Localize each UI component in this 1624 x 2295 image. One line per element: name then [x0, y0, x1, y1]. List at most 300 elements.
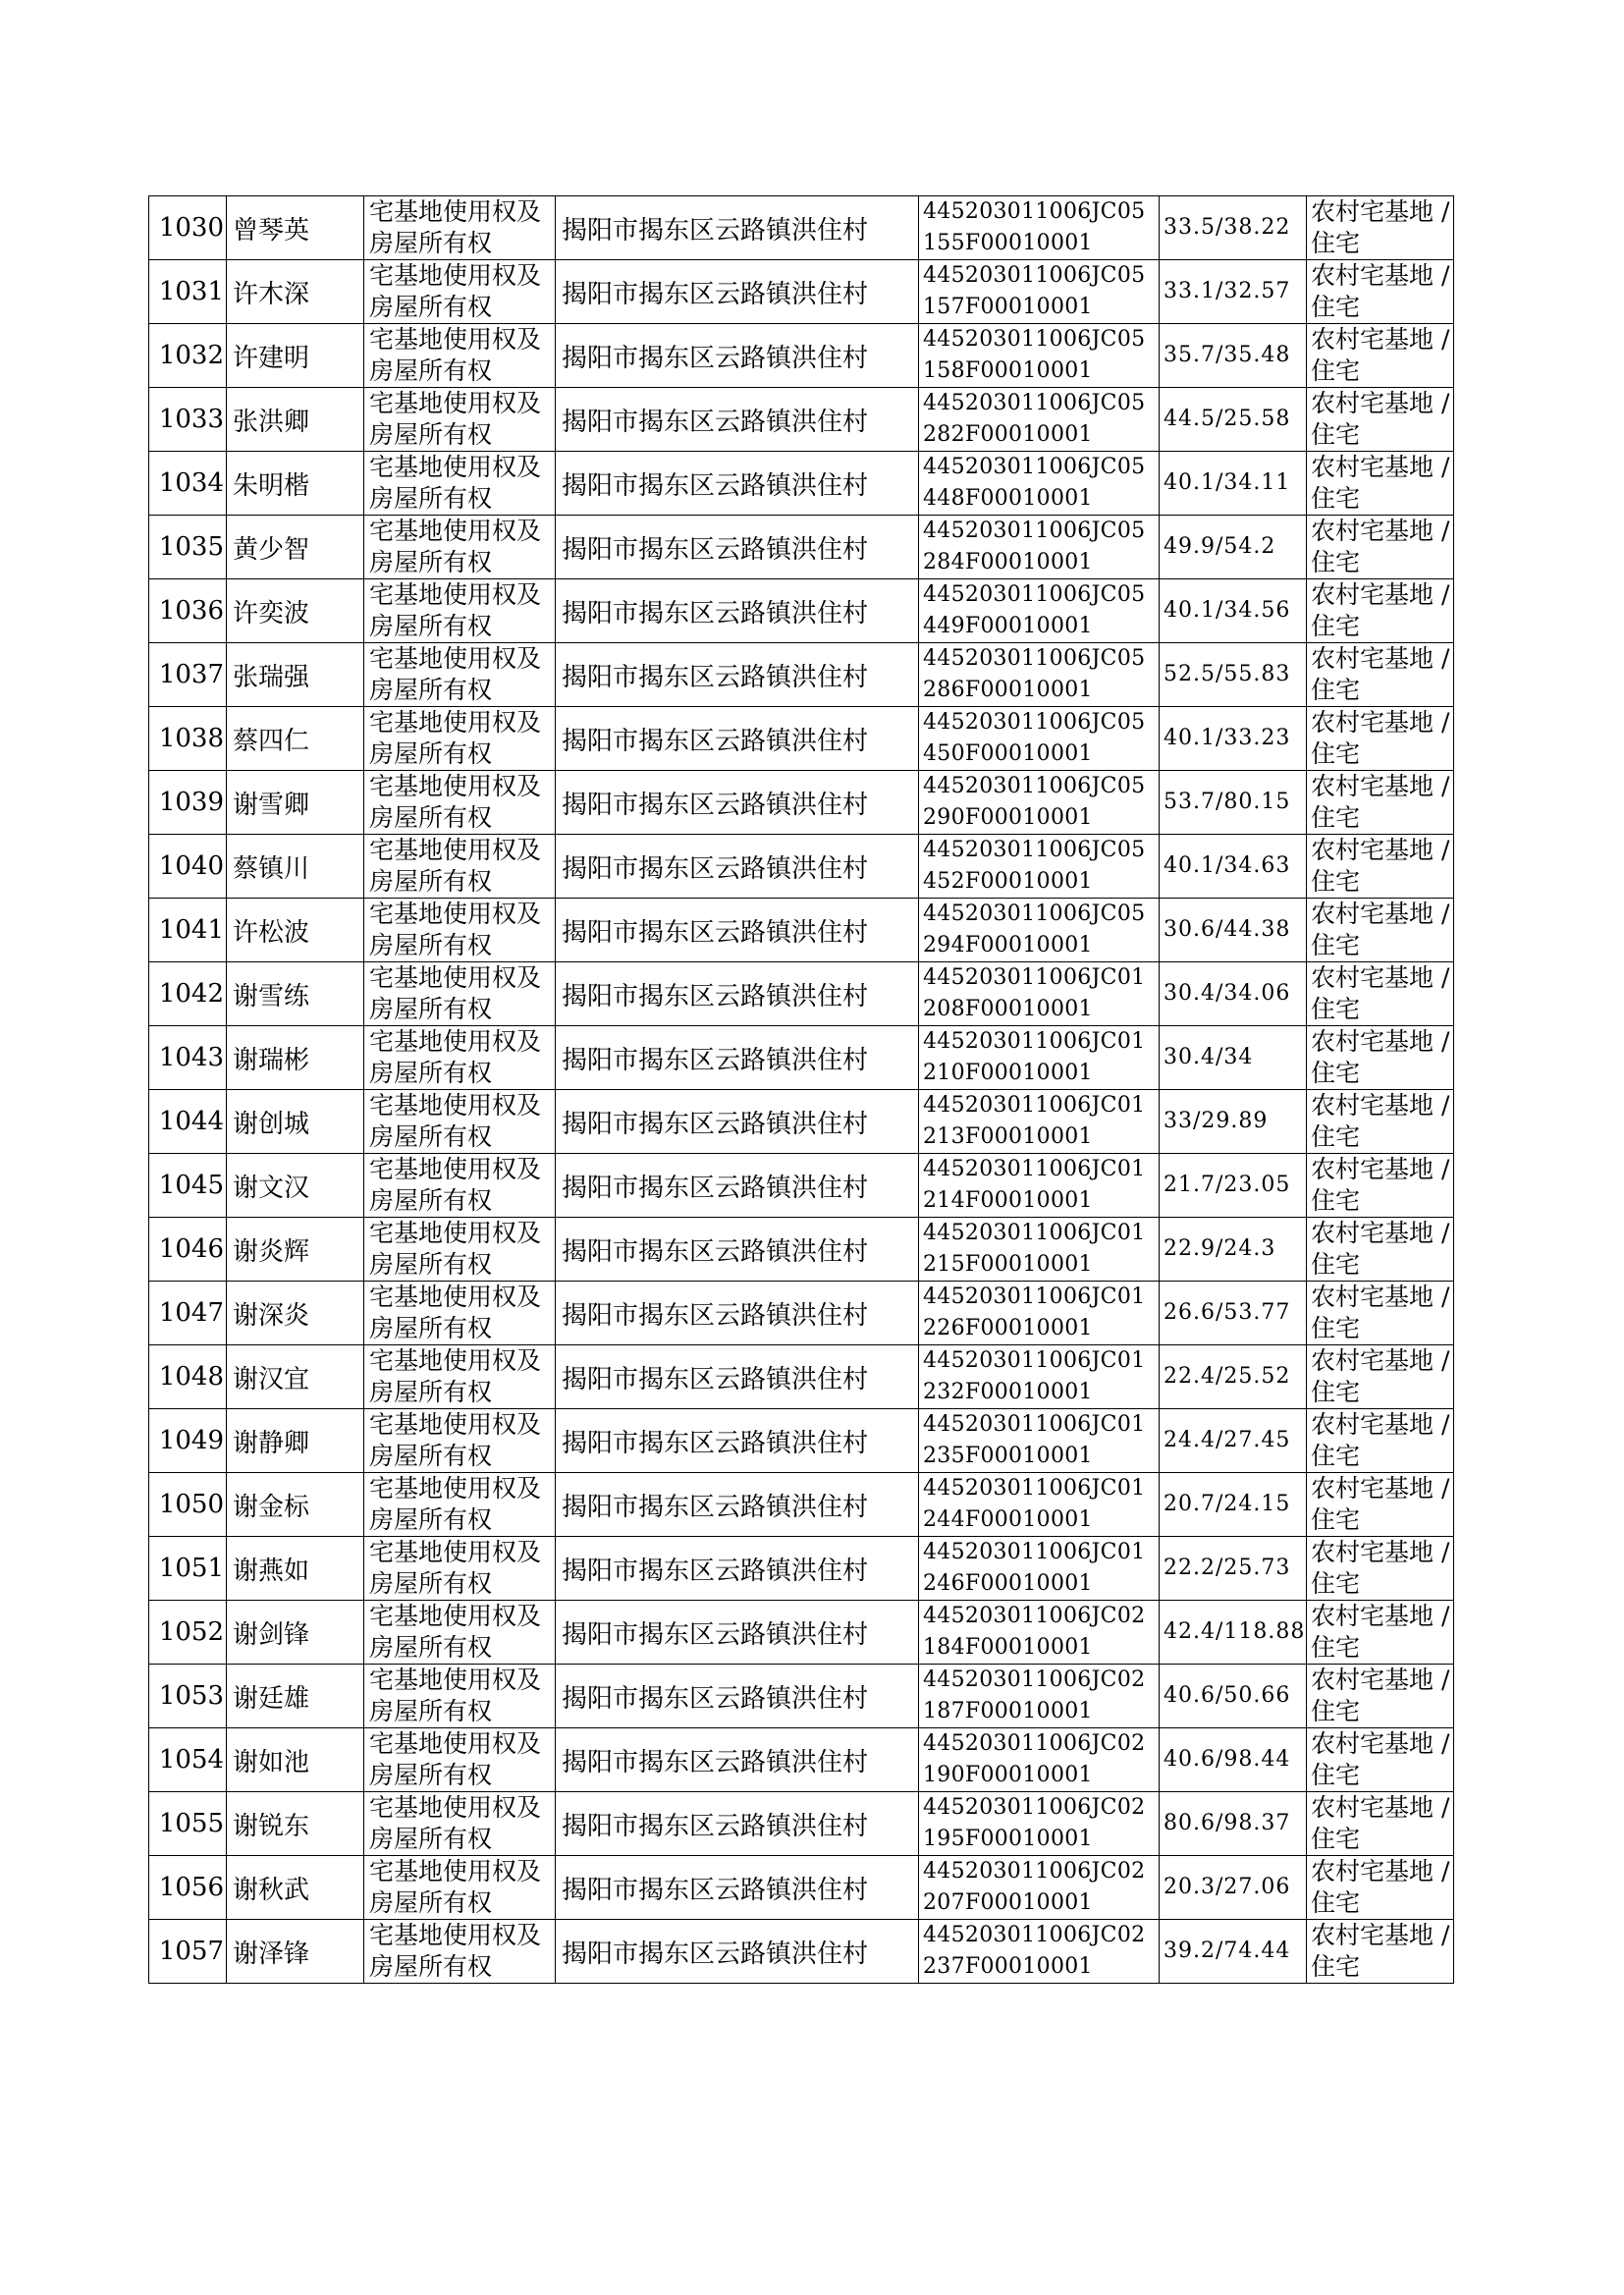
- right-type-cell: [364, 260, 556, 324]
- area-value-cell: [1160, 1282, 1307, 1345]
- owner-name-cell: [227, 1920, 364, 1984]
- table-row: [149, 452, 1454, 516]
- table-row: [149, 1856, 1454, 1920]
- land-usage: 农村宅基地 / 住宅: [1311, 1602, 1450, 1662]
- property-location-cell: [556, 1154, 919, 1218]
- land-usage-cell: [1307, 962, 1454, 1026]
- owner-name-cell: [227, 388, 364, 452]
- land-usage: 农村宅基地 / 住宅: [1311, 1474, 1450, 1534]
- land-usage: 农村宅基地 / 住宅: [1311, 1283, 1450, 1342]
- area-value-cell: [1160, 1409, 1307, 1473]
- owner-name: 谢如池: [233, 1747, 310, 1777]
- unit-code-cell: [919, 707, 1160, 771]
- owner-name-cell: [227, 1792, 364, 1856]
- right-type-cell: [364, 452, 556, 516]
- land-usage: 农村宅基地 / 住宅: [1311, 453, 1450, 513]
- unit-code: 445203011006JC01246F00010001: [923, 1540, 1146, 1596]
- property-location: 揭阳市揭东区云路镇洪住村: [562, 1492, 869, 1522]
- record-number: 1040: [158, 851, 224, 881]
- area-value-cell: [1160, 1856, 1307, 1920]
- land-usage-cell: [1307, 835, 1454, 899]
- table-row: [149, 260, 1454, 324]
- table-row: [149, 1601, 1454, 1665]
- area-value: 40.1/33.23: [1164, 726, 1291, 750]
- right-type-cell: [364, 516, 556, 579]
- land-usage: 农村宅基地 / 住宅: [1311, 644, 1450, 704]
- owner-name-cell: [227, 1345, 364, 1409]
- right-type-cell: [364, 579, 556, 643]
- table-row: [149, 1409, 1454, 1473]
- land-usage-cell: [1307, 1601, 1454, 1665]
- unit-code-cell: [919, 1154, 1160, 1218]
- unit-code: 445203011006JC05290F00010001: [923, 774, 1146, 830]
- area-value-cell: [1160, 962, 1307, 1026]
- unit-code: 445203011006JC05155F00010001: [923, 199, 1146, 255]
- area-value-cell: [1160, 1792, 1307, 1856]
- unit-code: 445203011006JC05284F00010001: [923, 519, 1146, 574]
- unit-code-cell: [919, 579, 1160, 643]
- record-number: 1032: [158, 341, 224, 370]
- property-location-cell: [556, 260, 919, 324]
- record-number-cell: [149, 643, 227, 707]
- owner-name: 谢静卿: [233, 1428, 310, 1458]
- property-location-cell: [556, 196, 919, 260]
- owner-name: 谢汉宜: [233, 1364, 310, 1394]
- land-usage-cell: [1307, 324, 1454, 388]
- unit-code: 445203011006JC05452F00010001: [923, 838, 1146, 894]
- table-row: [149, 516, 1454, 579]
- land-usage: 农村宅基地 / 住宅: [1311, 708, 1450, 768]
- area-value: 20.7/24.15: [1164, 1492, 1291, 1516]
- land-usage-cell: [1307, 1792, 1454, 1856]
- right-type: 宅基地使用权及房屋所有权: [369, 517, 542, 576]
- owner-name: 张瑞强: [233, 662, 310, 692]
- area-value-cell: [1160, 1345, 1307, 1409]
- owner-name: 蔡镇川: [233, 853, 310, 884]
- record-number: 1057: [158, 1937, 224, 1966]
- record-number-cell: [149, 1920, 227, 1984]
- property-location-cell: [556, 1282, 919, 1345]
- land-usage-cell: [1307, 196, 1454, 260]
- owner-name-cell: [227, 1026, 364, 1090]
- right-type: 宅基地使用权及房屋所有权: [369, 836, 542, 896]
- owner-name-cell: [227, 324, 364, 388]
- property-location: 揭阳市揭东区云路镇洪住村: [562, 1428, 869, 1458]
- owner-name: 许松波: [233, 917, 310, 948]
- property-location: 揭阳市揭东区云路镇洪住村: [562, 1173, 869, 1203]
- land-usage: 农村宅基地 / 住宅: [1311, 389, 1450, 449]
- record-number-cell: [149, 707, 227, 771]
- right-type-cell: [364, 835, 556, 899]
- right-type-cell: [364, 771, 556, 835]
- record-number: 1036: [158, 596, 224, 626]
- owner-name-cell: [227, 1409, 364, 1473]
- table-row: [149, 1026, 1454, 1090]
- unit-code-cell: [919, 260, 1160, 324]
- land-usage: 农村宅基地 / 住宅: [1311, 1921, 1450, 1981]
- right-type-cell: [364, 1856, 556, 1920]
- record-number: 1037: [158, 660, 224, 689]
- land-usage: 农村宅基地 / 住宅: [1311, 1410, 1450, 1470]
- area-value-cell: [1160, 1218, 1307, 1282]
- owner-name: 谢炎辉: [233, 1236, 310, 1267]
- unit-code: 445203011006JC01215F00010001: [923, 1221, 1146, 1277]
- owner-name: 朱明楷: [233, 470, 310, 501]
- owner-name: 谢剑锋: [233, 1619, 310, 1650]
- land-usage-cell: [1307, 707, 1454, 771]
- property-location-cell: [556, 452, 919, 516]
- record-number: 1031: [158, 277, 224, 306]
- property-location-cell: [556, 1537, 919, 1601]
- right-type: 宅基地使用权及房屋所有权: [369, 1538, 542, 1598]
- table-row: [149, 1473, 1454, 1537]
- owner-name: 谢燕如: [233, 1556, 310, 1586]
- property-location-cell: [556, 1856, 919, 1920]
- owner-name: 谢金标: [233, 1492, 310, 1522]
- table-row: [149, 1090, 1454, 1154]
- table-row: [149, 1154, 1454, 1218]
- record-number: 1050: [158, 1490, 224, 1519]
- unit-code-cell: [919, 1601, 1160, 1665]
- right-type-cell: [364, 1154, 556, 1218]
- right-type: 宅基地使用权及房屋所有权: [369, 900, 542, 959]
- table-row: [149, 771, 1454, 835]
- record-number-cell: [149, 835, 227, 899]
- property-location-cell: [556, 962, 919, 1026]
- area-value: 26.6/53.77: [1164, 1300, 1291, 1325]
- property-location-cell: [556, 835, 919, 899]
- property-location-cell: [556, 1920, 919, 1984]
- owner-name: 黄少智: [233, 534, 310, 565]
- area-value: 40.6/50.66: [1164, 1683, 1291, 1708]
- property-location: 揭阳市揭东区云路镇洪住村: [562, 534, 869, 565]
- record-number-cell: [149, 1665, 227, 1728]
- record-number-cell: [149, 260, 227, 324]
- property-location: 揭阳市揭东区云路镇洪住村: [562, 470, 869, 501]
- table-row: [149, 643, 1454, 707]
- property-location: 揭阳市揭东区云路镇洪住村: [562, 279, 869, 309]
- table-row: [149, 707, 1454, 771]
- property-location: 揭阳市揭东区云路镇洪住村: [562, 1300, 869, 1331]
- land-usage-cell: [1307, 452, 1454, 516]
- unit-code: 445203011006JC02184F00010001: [923, 1604, 1146, 1660]
- area-value-cell: [1160, 643, 1307, 707]
- property-location: 揭阳市揭东区云路镇洪住村: [562, 981, 869, 1011]
- table-row: [149, 1920, 1454, 1984]
- owner-name-cell: [227, 962, 364, 1026]
- table-row: [149, 962, 1454, 1026]
- right-type: 宅基地使用权及房屋所有权: [369, 1410, 542, 1470]
- property-location: 揭阳市揭东区云路镇洪住村: [562, 917, 869, 948]
- area-value: 20.3/27.06: [1164, 1875, 1291, 1899]
- property-location-cell: [556, 388, 919, 452]
- unit-code-cell: [919, 196, 1160, 260]
- property-location-cell: [556, 1728, 919, 1792]
- owner-name-cell: [227, 1282, 364, 1345]
- area-value-cell: [1160, 1601, 1307, 1665]
- owner-name: 许奕波: [233, 598, 310, 628]
- land-usage-cell: [1307, 1409, 1454, 1473]
- unit-code-cell: [919, 771, 1160, 835]
- unit-code: 445203011006JC02190F00010001: [923, 1731, 1146, 1787]
- land-usage-cell: [1307, 1154, 1454, 1218]
- unit-code-cell: [919, 1537, 1160, 1601]
- area-value-cell: [1160, 1473, 1307, 1537]
- owner-name-cell: [227, 196, 364, 260]
- area-value-cell: [1160, 516, 1307, 579]
- property-location-cell: [556, 771, 919, 835]
- area-value: 24.4/27.45: [1164, 1428, 1291, 1452]
- area-value: 21.7/23.05: [1164, 1173, 1291, 1197]
- area-value: 33.1/32.57: [1164, 279, 1291, 303]
- property-location-cell: [556, 1601, 919, 1665]
- owner-name: 许建明: [233, 343, 310, 373]
- unit-code-cell: [919, 1856, 1160, 1920]
- unit-code: 445203011006JC01232F00010001: [923, 1348, 1146, 1404]
- land-usage: 农村宅基地 / 住宅: [1311, 1346, 1450, 1406]
- property-location-cell: [556, 1409, 919, 1473]
- land-usage-cell: [1307, 1920, 1454, 1984]
- land-usage-cell: [1307, 1537, 1454, 1601]
- right-type-cell: [364, 196, 556, 260]
- right-type: 宅基地使用权及房屋所有权: [369, 1729, 542, 1789]
- record-number-cell: [149, 1473, 227, 1537]
- record-number-cell: [149, 324, 227, 388]
- record-number: 1047: [158, 1298, 224, 1328]
- right-type-cell: [364, 1345, 556, 1409]
- area-value: 44.5/25.58: [1164, 407, 1291, 431]
- property-location: 揭阳市揭东区云路镇洪住村: [562, 853, 869, 884]
- owner-name: 谢深炎: [233, 1300, 310, 1331]
- area-value-cell: [1160, 771, 1307, 835]
- area-value: 49.9/54.2: [1164, 534, 1276, 559]
- record-number: 1043: [158, 1043, 224, 1072]
- owner-name-cell: [227, 1473, 364, 1537]
- right-type: 宅基地使用权及房屋所有权: [369, 963, 542, 1023]
- unit-code-cell: [919, 452, 1160, 516]
- area-value-cell: [1160, 579, 1307, 643]
- land-usage: 农村宅基地 / 住宅: [1311, 1219, 1450, 1279]
- record-number: 1051: [158, 1554, 224, 1583]
- unit-code-cell: [919, 643, 1160, 707]
- area-value: 30.4/34: [1164, 1045, 1254, 1069]
- right-type: 宅基地使用权及房屋所有权: [369, 644, 542, 704]
- owner-name-cell: [227, 1856, 364, 1920]
- table-row: [149, 1282, 1454, 1345]
- property-location-cell: [556, 1665, 919, 1728]
- record-number-cell: [149, 1537, 227, 1601]
- record-number-cell: [149, 1090, 227, 1154]
- right-type: 宅基地使用权及房屋所有权: [369, 580, 542, 640]
- record-number-cell: [149, 1728, 227, 1792]
- owner-name: 谢锐东: [233, 1811, 310, 1841]
- land-usage: 农村宅基地 / 住宅: [1311, 963, 1450, 1023]
- record-number-cell: [149, 196, 227, 260]
- land-usage-cell: [1307, 388, 1454, 452]
- area-value: 39.2/74.44: [1164, 1939, 1291, 1963]
- area-value: 22.2/25.73: [1164, 1556, 1291, 1580]
- area-value: 22.4/25.52: [1164, 1364, 1291, 1389]
- right-type-cell: [364, 1218, 556, 1282]
- right-type: 宅基地使用权及房屋所有权: [369, 389, 542, 449]
- owner-name: 谢秋武: [233, 1875, 310, 1905]
- right-type-cell: [364, 1665, 556, 1728]
- owner-name-cell: [227, 771, 364, 835]
- area-value-cell: [1160, 452, 1307, 516]
- area-value-cell: [1160, 1665, 1307, 1728]
- land-usage: 农村宅基地 / 住宅: [1311, 1091, 1450, 1151]
- record-number: 1055: [158, 1809, 224, 1838]
- unit-code-cell: [919, 1090, 1160, 1154]
- area-value: 33/29.89: [1164, 1109, 1269, 1133]
- unit-code-cell: [919, 1728, 1160, 1792]
- unit-code-cell: [919, 899, 1160, 962]
- land-usage-cell: [1307, 1728, 1454, 1792]
- table-row: [149, 1218, 1454, 1282]
- property-location: 揭阳市揭东区云路镇洪住村: [562, 1939, 869, 1969]
- land-usage: 农村宅基地 / 住宅: [1311, 900, 1450, 959]
- table-row: [149, 324, 1454, 388]
- area-value-cell: [1160, 324, 1307, 388]
- right-type: 宅基地使用权及房屋所有权: [369, 1219, 542, 1279]
- area-value: 80.6/98.37: [1164, 1811, 1291, 1835]
- area-value-cell: [1160, 899, 1307, 962]
- table-row: [149, 1728, 1454, 1792]
- land-usage: 农村宅基地 / 住宅: [1311, 1793, 1450, 1853]
- property-location: 揭阳市揭东区云路镇洪住村: [562, 1236, 869, 1267]
- unit-code-cell: [919, 1920, 1160, 1984]
- right-type: 宅基地使用权及房屋所有权: [369, 453, 542, 513]
- property-location: 揭阳市揭东区云路镇洪住村: [562, 790, 869, 820]
- property-location: 揭阳市揭东区云路镇洪住村: [562, 1556, 869, 1586]
- record-number-cell: [149, 1601, 227, 1665]
- property-location: 揭阳市揭东区云路镇洪住村: [562, 1045, 869, 1075]
- property-location: 揭阳市揭东区云路镇洪住村: [562, 726, 869, 756]
- table-row: [149, 835, 1454, 899]
- record-number-cell: [149, 1282, 227, 1345]
- right-type-cell: [364, 1090, 556, 1154]
- right-type-cell: [364, 962, 556, 1026]
- right-type: 宅基地使用权及房屋所有权: [369, 1091, 542, 1151]
- right-type: 宅基地使用权及房屋所有权: [369, 1666, 542, 1725]
- land-usage: 农村宅基地 / 住宅: [1311, 261, 1450, 321]
- property-location: 揭阳市揭东区云路镇洪住村: [562, 598, 869, 628]
- area-value-cell: [1160, 1537, 1307, 1601]
- record-number: 1056: [158, 1873, 224, 1902]
- right-type-cell: [364, 1409, 556, 1473]
- area-value-cell: [1160, 1920, 1307, 1984]
- unit-code: 445203011006JC02237F00010001: [923, 1923, 1146, 1979]
- record-number: 1038: [158, 724, 224, 753]
- right-type: 宅基地使用权及房屋所有权: [369, 1155, 542, 1215]
- unit-code: 445203011006JC01226F00010001: [923, 1284, 1146, 1340]
- unit-code: 445203011006JC01235F00010001: [923, 1412, 1146, 1468]
- right-type: 宅基地使用权及房屋所有权: [369, 1793, 542, 1853]
- unit-code-cell: [919, 962, 1160, 1026]
- right-type: 宅基地使用权及房屋所有权: [369, 1474, 542, 1534]
- land-usage-cell: [1307, 771, 1454, 835]
- record-number: 1046: [158, 1234, 224, 1264]
- owner-name-cell: [227, 516, 364, 579]
- unit-code: 445203011006JC05157F00010001: [923, 263, 1146, 319]
- land-usage-cell: [1307, 1218, 1454, 1282]
- right-type: 宅基地使用权及房屋所有权: [369, 1027, 542, 1087]
- unit-code: 445203011006JC01244F00010001: [923, 1476, 1146, 1532]
- unit-code-cell: [919, 1218, 1160, 1282]
- record-number: 1053: [158, 1681, 224, 1711]
- land-usage: 农村宅基地 / 住宅: [1311, 1857, 1450, 1917]
- owner-name-cell: [227, 260, 364, 324]
- record-number-cell: [149, 579, 227, 643]
- land-usage-cell: [1307, 1090, 1454, 1154]
- right-type-cell: [364, 1537, 556, 1601]
- area-value: 30.6/44.38: [1164, 917, 1291, 942]
- land-usage: 农村宅基地 / 住宅: [1311, 1729, 1450, 1789]
- property-location: 揭阳市揭东区云路镇洪住村: [562, 407, 869, 437]
- record-number: 1030: [158, 213, 224, 243]
- unit-code: 445203011006JC05449F00010001: [923, 582, 1146, 638]
- unit-code: 445203011006JC05158F00010001: [923, 327, 1146, 383]
- record-number: 1035: [158, 532, 224, 562]
- owner-name-cell: [227, 1218, 364, 1282]
- land-usage: 农村宅基地 / 住宅: [1311, 1666, 1450, 1725]
- record-number-cell: [149, 452, 227, 516]
- land-usage-cell: [1307, 1665, 1454, 1728]
- table-body: [149, 196, 1454, 1984]
- area-value: 52.5/55.83: [1164, 662, 1291, 686]
- land-usage-cell: [1307, 1345, 1454, 1409]
- property-rights-table: [148, 195, 1454, 1984]
- property-location: 揭阳市揭东区云路镇洪住村: [562, 1619, 869, 1650]
- owner-name-cell: [227, 1665, 364, 1728]
- property-location-cell: [556, 1090, 919, 1154]
- right-type-cell: [364, 1792, 556, 1856]
- owner-name-cell: [227, 452, 364, 516]
- area-value: 22.9/24.3: [1164, 1236, 1276, 1261]
- record-number: 1054: [158, 1745, 224, 1775]
- unit-code-cell: [919, 1026, 1160, 1090]
- area-value-cell: [1160, 1026, 1307, 1090]
- land-usage-cell: [1307, 643, 1454, 707]
- owner-name-cell: [227, 1601, 364, 1665]
- unit-code: 445203011006JC01214F00010001: [923, 1157, 1146, 1213]
- property-location-cell: [556, 1345, 919, 1409]
- land-usage: 农村宅基地 / 住宅: [1311, 1155, 1450, 1215]
- property-location-cell: [556, 1792, 919, 1856]
- land-usage-cell: [1307, 1026, 1454, 1090]
- land-usage: 农村宅基地 / 住宅: [1311, 1538, 1450, 1598]
- owner-name: 谢雪卿: [233, 790, 310, 820]
- right-type: 宅基地使用权及房屋所有权: [369, 1346, 542, 1406]
- unit-code-cell: [919, 324, 1160, 388]
- area-value: 40.1/34.63: [1164, 853, 1291, 878]
- area-value-cell: [1160, 835, 1307, 899]
- unit-code: 445203011006JC05450F00010001: [923, 710, 1146, 766]
- unit-code: 445203011006JC01213F00010001: [923, 1093, 1146, 1149]
- right-type-cell: [364, 1473, 556, 1537]
- area-value: 35.7/35.48: [1164, 343, 1291, 367]
- land-usage: 农村宅基地 / 住宅: [1311, 772, 1450, 832]
- right-type: 宅基地使用权及房屋所有权: [369, 772, 542, 832]
- unit-code-cell: [919, 388, 1160, 452]
- land-usage-cell: [1307, 1473, 1454, 1537]
- record-number-cell: [149, 1409, 227, 1473]
- land-usage-cell: [1307, 1282, 1454, 1345]
- property-location-cell: [556, 1473, 919, 1537]
- right-type: 宅基地使用权及房屋所有权: [369, 1283, 542, 1342]
- property-location-cell: [556, 1218, 919, 1282]
- area-value-cell: [1160, 1728, 1307, 1792]
